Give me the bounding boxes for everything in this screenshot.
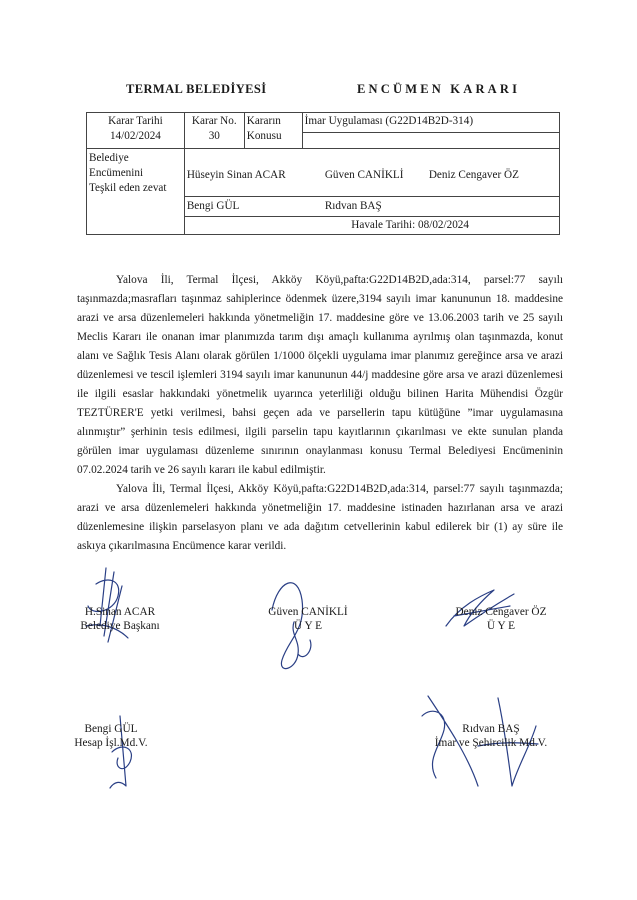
council-members-row1 (184, 149, 559, 197)
decision-body (77, 271, 563, 556)
signatory-title: İmar ve Şehircilik Md.V. (434, 737, 548, 749)
signatory-name: Deniz Cengaver ÖZ (455, 606, 547, 618)
member-name: Güven CANİKLİ (324, 169, 404, 181)
decision-number-value: 30 (208, 130, 220, 142)
council-label-line2: Teşkil eden zevat (89, 182, 167, 194)
signatory-title: Belediye Başkanı (80, 620, 160, 632)
signatory-title: Hesap İşl.Md.V. (74, 737, 148, 749)
signature-block-mayor (70, 605, 170, 633)
member-name: Bengi GÜL (186, 200, 240, 212)
signatory-name: Rıdvan BAŞ (462, 723, 520, 735)
municipality-name: TERMAL BELEDİYESİ (126, 82, 267, 96)
subject-label-line1: Kararın (246, 115, 281, 127)
decision-number-label: Karar No. (191, 115, 237, 127)
council-label-line1: Belediye Encümenini (89, 152, 144, 179)
signature-block-bas (412, 722, 570, 750)
signature-block-member-canikli (258, 605, 358, 633)
subject-label-line2: Konusu (246, 130, 282, 142)
signature-block-gul (56, 722, 166, 750)
decision-date-cell (87, 113, 185, 149)
decision-date-value: 14/02/2024 (109, 130, 161, 142)
council-members-row2 (184, 197, 559, 217)
decision-info-table (86, 112, 560, 235)
member-name: Deniz Cengaver ÖZ (428, 169, 519, 181)
signature-block-member-oz (445, 605, 557, 633)
signatory-name: H.Sinan ACAR (84, 606, 156, 618)
signatory-title: Ü Y E (486, 620, 516, 632)
document-type: ENCÜMEN KARARI (357, 82, 521, 96)
decision-number-cell (184, 113, 244, 149)
referral-date: Havale Tarihi: 08/02/2024 (184, 217, 559, 235)
signatory-name: Güven CANİKLİ (268, 606, 348, 618)
signatory-title: Ü Y E (293, 620, 323, 632)
body-paragraph-2: Yalova İli, Termal İlçesi, Akköy Köyü,pafta:G22D14B2D,ada:314, parsel:77 sayılı taşınmazda; arazi ve arsa düzenlemeleri hakkında yönetmeliğin 17. maddesine istinaden hazırlanan arsa ve arazi düzenlemesine ilişkin parselasyon planı ve ada dağıtım cetvellerinin kabul edilerek bir (1) ay süre ile askıya çıkarılmasına Encümence karar verildi. (77, 483, 563, 552)
subject-label-cell (244, 113, 302, 149)
subject-extra-cell (302, 133, 559, 149)
decision-date-label: Karar Tarihi (108, 115, 163, 127)
council-label-cell (87, 149, 185, 235)
signatory-name: Bengi GÜL (84, 723, 138, 735)
member-name: Hüseyin Sinan ACAR (186, 169, 286, 181)
member-name: Rıdvan BAŞ (324, 200, 382, 212)
body-paragraph-1: Yalova İli, Termal İlçesi, Akköy Köyü,pafta:G22D14B2D,ada:314, parsel:77 sayılı taşınmazda;masrafları taşınmaz sahiplerince ödenmek üzere,3194 sayılı imar kanununun 18. maddesine arazi ve arsa düzenlemeleri hakkında yönetmeliğin 17. maddesine göre ve 13.06.2003 tarih ve 25 sayılı Meclis Kararı ile onanan imar planımızda tarım dışı amaçlı kullanıma ayrılmış olan taşınmazda, konut alanı ve Sağlık Tesis Alanı olarak görülen 1/1000 ölçekli uygulama imar planımız gereğince arsa ve arazi düzenlemesi ve tescil işlemleri 3194 sayılı imar kanununun 44/j maddesine göre arsa ve arazi düzenlemesi ile ilgili esaslar hakkındaki yönetmelik uyarınca yeterliliği olduğu bilinen Harita Mühendisi Özgür TEZTÜRER'E yetki verilmesi, bahsi geçen ada ve parsellerin tapu kütüğüne ”imar uygulamasına alınmıştır” şerhinin tesis edilmesi, ilgili parselin tapu kayıtlarının çıkarılması ve ekte sunulan planda görülen imar uygulaması düzenleme sınırının onaylanması konusu Termal Belediyesi Encümeninin 07.02.2024 tarih ve 26 sayılı kararı ile kabul edilmiştir. (77, 274, 563, 476)
document-header (0, 82, 637, 102)
subject-value: İmar Uygulaması (G22D14B2D-314) (302, 113, 559, 133)
